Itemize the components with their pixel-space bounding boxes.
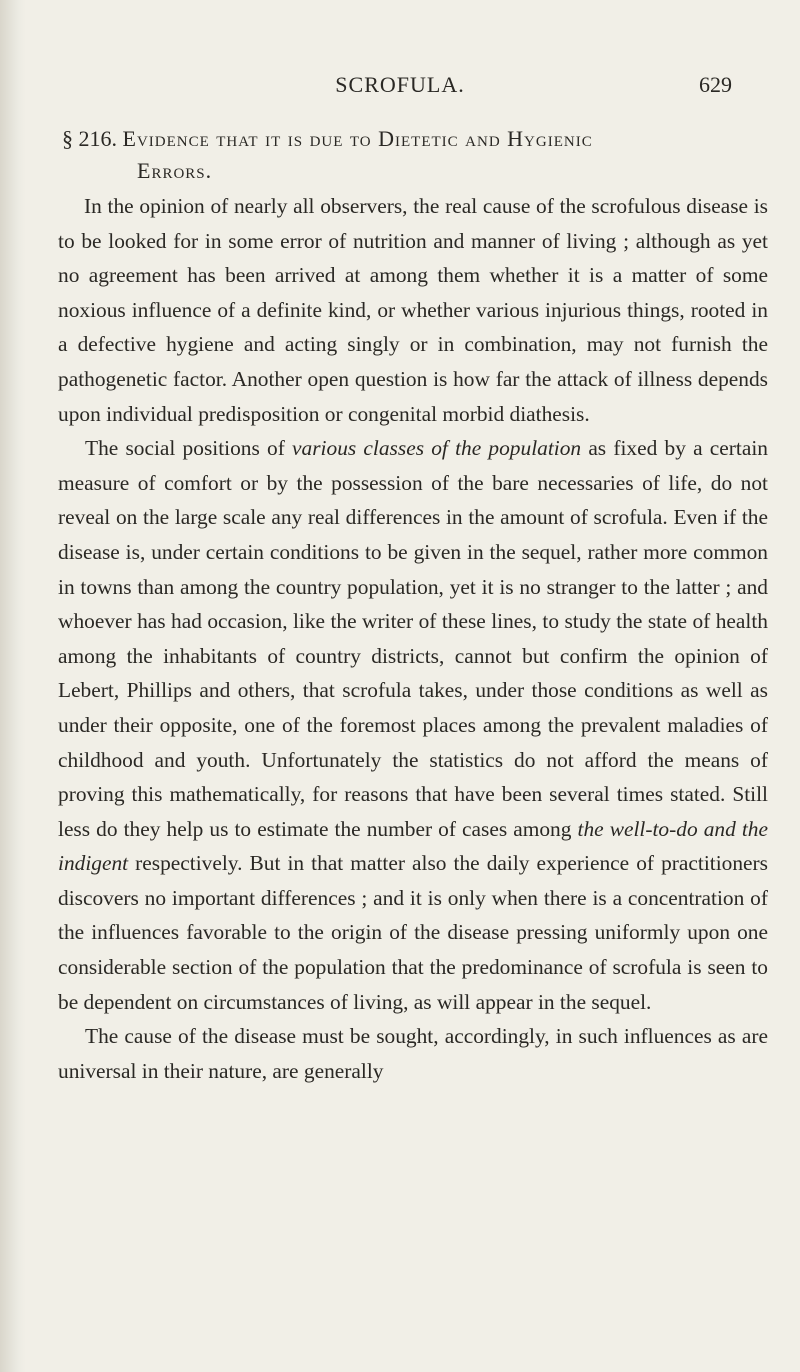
paragraph-text: The cause of the disease must be sought, accordingly, in such influences as are universal in their nature, are generally: [58, 1024, 768, 1083]
paragraph: [58, 189, 768, 431]
section-number: § 216.: [62, 126, 117, 151]
italic-phrase: various classes of the population: [292, 436, 582, 461]
paragraph-text: In the opinion of nearly all observers, the real cause of the scrofulous disease is to be looked for in some error of nutrition and manner of living ; although as yet no agreement has been arrived at among them whether it is a matter of some noxious influence of a definite kind, or whether various injurious things, rooted in a defective hygiene and acting singly or in combination, may not furnish the pathogenetic factor. Another open question is how far the attack of illness depends upon individual predisposition or congenital morbid diathesis.: [58, 194, 768, 426]
body-text: [58, 189, 768, 1088]
paragraph: [58, 431, 768, 1019]
paragraph-text: as fixed by a certain measure of comfort or by the possession of the bare necessaries of life, do not reveal on the large scale any real differences in the amount of scrofula. Even if the disease is, under certain conditions to be given in the sequel, rather more common in towns than among the country population, yet it is no stranger to the latter ; and whoever has had occasion, like the writer of these lines, to study the state of health among the inhabitants of country districts, cannot but confirm the opinion of Lebert, Phillips and others, that scrofula takes, under those conditions as well as under their opposite, one of the foremost places among the prevalent maladies of childhood and youth. Unfortunately the statistics do not afford the means of proving this mathematically, for reasons that have been several times stated. Still less do they help us to estimate the number of cases among: [58, 436, 768, 841]
page-gutter-shadow: [0, 0, 26, 1372]
paragraph: [58, 1019, 768, 1088]
italic-phrase: the well-to-do and the indigent: [58, 816, 768, 876]
paragraph-text: The social positions of: [85, 436, 293, 461]
running-head-title: SCROFULA.: [335, 72, 465, 97]
paragraph-text: respectively. But in that matter also the daily experience of practitioners discovers no important differences ; and it is only when there is a concentration of the influences favorable to the origin of the disease pressing uniformly upon one considerable section of the population that the predominance of scrofula is seen to be dependent on circumstances of living, as will appear in the sequel.: [58, 851, 768, 1014]
section-title-line1: Evidence that it is due to Dietetic and Hygienic: [122, 126, 593, 151]
page-number: 629: [699, 72, 732, 97]
section-heading: [62, 123, 762, 187]
section-title-line2: Errors.: [137, 158, 213, 183]
running-head: [0, 72, 800, 102]
